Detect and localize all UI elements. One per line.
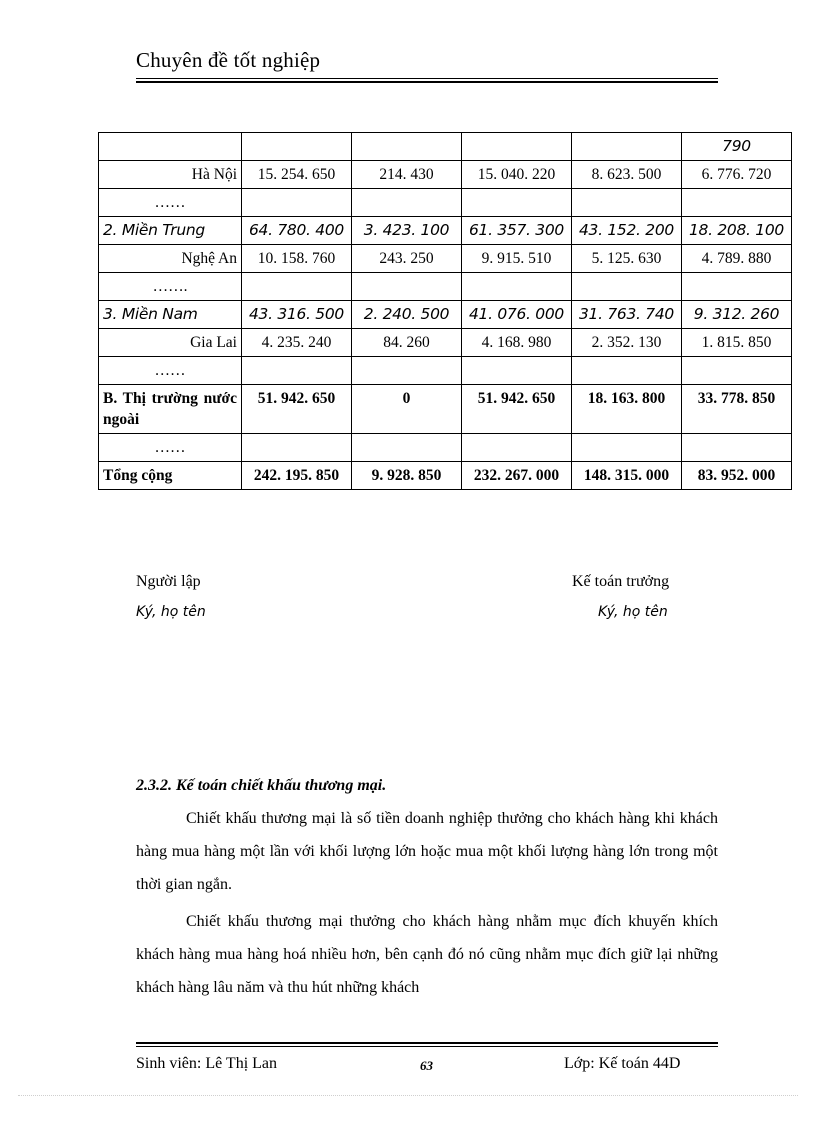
table-cell: 8. 623. 500	[572, 161, 682, 189]
table-cell	[352, 357, 462, 385]
table-cell	[462, 189, 572, 217]
table-cell: 18. 208. 100	[682, 217, 792, 245]
table-cell	[682, 273, 792, 301]
table-cell: 41. 076. 000	[462, 301, 572, 329]
row-label: 3. Miền Nam	[99, 301, 242, 329]
revenue-table	[98, 132, 792, 490]
row-label: Nghệ An	[99, 245, 242, 273]
table-row	[99, 357, 792, 385]
table-cell: 9. 915. 510	[462, 245, 572, 273]
table-row	[99, 301, 792, 329]
table-cell	[572, 133, 682, 161]
table-cell	[682, 189, 792, 217]
table-cell: 243. 250	[352, 245, 462, 273]
table-row	[99, 161, 792, 189]
footer-class: Lớp: Kế toán 44D	[564, 1055, 681, 1072]
table-cell: 15. 040. 220	[462, 161, 572, 189]
table-cell: 51. 942. 650	[242, 385, 352, 434]
table-row	[99, 189, 792, 217]
row-label: Gia Lai	[99, 329, 242, 357]
table-cell	[462, 133, 572, 161]
header-rule-top	[136, 78, 718, 79]
table-cell: 2. 240. 500	[352, 301, 462, 329]
signature-left-title: Người lập	[136, 573, 201, 590]
table-cell	[462, 357, 572, 385]
header-rule-bottom	[136, 81, 718, 83]
table-cell: 4. 168. 980	[462, 329, 572, 357]
table-cell: 84. 260	[352, 329, 462, 357]
row-label: …….	[99, 273, 242, 301]
row-label: ……	[99, 357, 242, 385]
table-cell	[352, 273, 462, 301]
table-row	[99, 462, 792, 490]
table-cell: 10. 158. 760	[242, 245, 352, 273]
table-cell	[242, 189, 352, 217]
row-label: Tổng cộng	[99, 462, 242, 490]
table-cell: 148. 315. 000	[572, 462, 682, 490]
table-cell: 4. 235. 240	[242, 329, 352, 357]
signature-right-title: Kế toán trưởng	[572, 573, 670, 590]
table-cell: 790	[682, 133, 792, 161]
table-cell	[462, 434, 572, 462]
row-label: 2. Miền Trung	[99, 217, 242, 245]
table-cell: 3. 423. 100	[352, 217, 462, 245]
table-cell	[462, 273, 572, 301]
table-cell	[242, 273, 352, 301]
signature-right-sub: Ký, họ tên	[598, 604, 668, 620]
page-edge-dots	[18, 1095, 798, 1096]
table-row	[99, 217, 792, 245]
table-cell: 4. 789. 880	[682, 245, 792, 273]
section-heading: 2.3.2. Kế toán chiết khấu thương mại.	[136, 777, 387, 794]
table-row	[99, 133, 792, 161]
table-cell: 6. 776. 720	[682, 161, 792, 189]
table-cell: 64. 780. 400	[242, 217, 352, 245]
table-cell: 242. 195. 850	[242, 462, 352, 490]
table-row	[99, 245, 792, 273]
table-cell: 15. 254. 650	[242, 161, 352, 189]
table-cell: 18. 163. 800	[572, 385, 682, 434]
table-cell	[572, 273, 682, 301]
table-cell	[352, 434, 462, 462]
table-cell: 9. 928. 850	[352, 462, 462, 490]
table-cell: 61. 357. 300	[462, 217, 572, 245]
row-label	[99, 133, 242, 161]
table-cell	[572, 434, 682, 462]
page-header-title: Chuyên đề tốt nghiệp	[136, 48, 321, 72]
row-label: Hà Nội	[99, 161, 242, 189]
body-paragraph-2: Chiết khấu thương mại thưởng cho khách hàng nhằm mục đích khuyến khích khách hàng mua hàng hoá nhiều hơn, bên cạnh đó nó cũng nhằm mục đích giữ lại những khách hàng lâu năm và thu hút những khách	[136, 913, 718, 996]
table-cell: 214. 430	[352, 161, 462, 189]
table-cell: 9. 312. 260	[682, 301, 792, 329]
table-cell	[242, 357, 352, 385]
table-cell: 232. 267. 000	[462, 462, 572, 490]
table-cell: 43. 316. 500	[242, 301, 352, 329]
table-cell	[242, 133, 352, 161]
table-cell	[572, 357, 682, 385]
body-paragraph-1: Chiết khấu thương mại là số tiền doanh nghiệp thưởng cho khách hàng khi khách hàng mua hàng một lần với khối lượng lớn hoặc mua một khối lượng hàng lớn trong một thời gian ngắn.	[136, 810, 718, 893]
footer-student: Sinh viên: Lê Thị Lan	[136, 1055, 278, 1072]
table-cell: 1. 815. 850	[682, 329, 792, 357]
table-row	[99, 434, 792, 462]
table-cell: 43. 152. 200	[572, 217, 682, 245]
table-cell	[682, 357, 792, 385]
row-label: ……	[99, 189, 242, 217]
table-cell	[682, 434, 792, 462]
table-cell: 5. 125. 630	[572, 245, 682, 273]
table-cell	[352, 133, 462, 161]
table-row	[99, 273, 792, 301]
footer-rule-bottom	[136, 1046, 718, 1047]
table-cell	[352, 189, 462, 217]
table-row	[99, 385, 792, 434]
table-cell: 51. 942. 650	[462, 385, 572, 434]
table-cell: 33. 778. 850	[682, 385, 792, 434]
table-cell: 31. 763. 740	[572, 301, 682, 329]
table-cell: 2. 352. 130	[572, 329, 682, 357]
footer-rule-top	[136, 1042, 718, 1044]
table-cell: 0	[352, 385, 462, 434]
table-row	[99, 329, 792, 357]
table-cell: 83. 952. 000	[682, 462, 792, 490]
table-cell	[572, 189, 682, 217]
row-label: B. Thị trường nước ngoài	[99, 385, 242, 434]
footer-page-number: 63	[420, 1058, 433, 1073]
row-label: ……	[99, 434, 242, 462]
signature-left-sub: Ký, họ tên	[136, 604, 206, 620]
table-cell	[242, 434, 352, 462]
